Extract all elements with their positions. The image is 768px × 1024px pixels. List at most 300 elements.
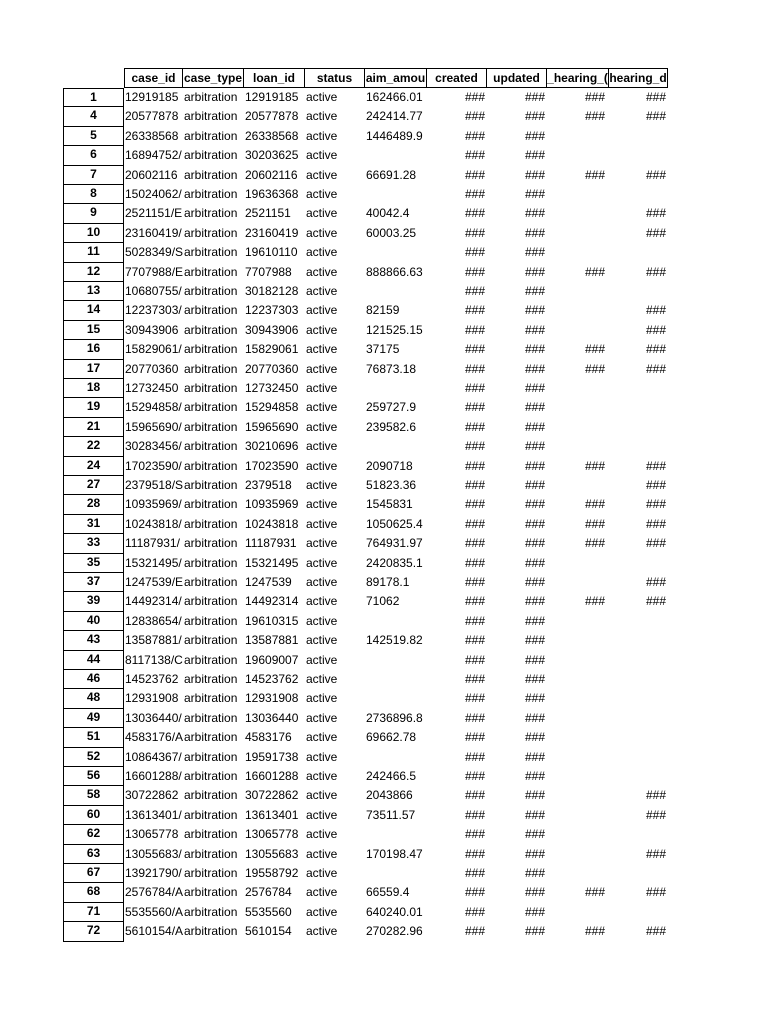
case-id-cell: 23160419/ (125, 225, 182, 240)
status-cell: active (306, 846, 338, 861)
loan-id-cell: 15965690 (245, 419, 299, 434)
claim-amount-cell: 1050625.4 (366, 516, 423, 531)
table-row (63, 573, 668, 592)
case-type-cell: arbitration (184, 807, 238, 822)
case-type-cell: arbitration (184, 245, 238, 260)
next-hearing-cell (609, 689, 668, 708)
loan-id-cell: 2521151 (245, 206, 291, 221)
case-type-cell: arbitration (184, 555, 238, 570)
case-id-cell: 13613401/ (125, 807, 182, 822)
loan-id-cell: 11187931 (245, 536, 297, 551)
first-hearing-cell: ### (584, 885, 605, 900)
case-type-cell: arbitration (184, 264, 238, 279)
row-number-cell: 6 (63, 146, 124, 165)
claim-amount-cell: 60003.25 (366, 225, 417, 240)
claim-amount-cell (365, 651, 427, 670)
status-cell: active (306, 187, 338, 201)
status-cell: active (306, 419, 338, 434)
row-number-cell: 19 (63, 398, 124, 417)
loan-id-cell: 13613401 (245, 807, 299, 822)
case-type-cell: arbitration (184, 206, 238, 221)
updated-cell: ### (524, 672, 545, 686)
loan-id-cell: 19636368 (245, 187, 299, 201)
created-cell: ### (464, 264, 485, 279)
first-hearing-cell: ### (584, 342, 605, 357)
case-id-cell: 14492314/ (125, 594, 182, 609)
first-hearing-cell (547, 437, 609, 456)
status-cell: active (306, 322, 338, 337)
updated-cell: ### (524, 885, 545, 900)
case-id-cell: 20602116 (125, 167, 178, 182)
next-hearing-cell: ### (645, 516, 666, 531)
next-hearing-cell: ### (645, 536, 666, 551)
next-hearing-cell (609, 903, 668, 922)
status-cell: active (306, 458, 338, 473)
updated-cell: ### (524, 167, 545, 182)
loan-id-cell: 20602116 (245, 167, 298, 182)
table-row (63, 922, 668, 941)
status-cell: active (306, 90, 338, 104)
updated-cell: ### (524, 245, 545, 260)
next-hearing-cell: ### (645, 361, 666, 376)
status-cell: active (306, 652, 338, 667)
status-cell: active (306, 478, 338, 492)
case-type-cell: arbitration (184, 128, 238, 143)
next-hearing-cell: ### (645, 846, 666, 861)
case-id-cell: 17023590/ (125, 458, 182, 473)
next-hearing-cell (609, 670, 668, 689)
updated-cell: ### (524, 497, 545, 512)
updated-cell: ### (524, 439, 545, 454)
updated-cell: ### (524, 342, 545, 357)
first-hearing-cell: ### (584, 516, 605, 531)
claim-amount-cell: 121525.15 (366, 322, 423, 337)
case-id-cell: 15829061/ (125, 342, 182, 357)
loan-id-cell: 19610315 (245, 613, 299, 628)
status-cell: active (306, 128, 338, 143)
updated-cell: ### (524, 303, 545, 318)
case-id-cell: 10864367/ (125, 749, 182, 764)
column-header-status: status (305, 68, 365, 88)
case-id-cell: 5610154/A (125, 924, 183, 939)
status-cell: active (306, 400, 338, 415)
row-number-cell: 24 (63, 457, 124, 476)
created-cell: ### (464, 458, 485, 473)
created-cell: ### (464, 691, 485, 706)
updated-cell: ### (524, 904, 545, 919)
case-type-cell: arbitration (184, 284, 238, 298)
case-type-cell: arbitration (184, 419, 238, 434)
next-hearing-cell: ### (645, 924, 666, 939)
case-type-cell: arbitration (184, 710, 238, 725)
first-hearing-cell (547, 418, 609, 437)
created-cell: ### (464, 187, 485, 201)
case-id-cell: 15024062/ (125, 187, 182, 201)
updated-cell: ### (524, 691, 545, 706)
table-row (63, 185, 668, 204)
claim-amount-cell: 82159 (366, 303, 400, 318)
next-hearing-cell (609, 127, 668, 146)
status-cell: active (306, 904, 338, 919)
first-hearing-cell (547, 476, 609, 495)
row-number-cell: 10 (63, 224, 124, 243)
first-hearing-cell: ### (584, 90, 605, 104)
claim-amount-cell: 242414.77 (366, 109, 423, 124)
updated-cell: ### (524, 633, 545, 648)
case-type-cell: arbitration (184, 594, 238, 609)
first-hearing-cell (547, 612, 609, 631)
case-id-cell: 30943906 (125, 322, 179, 337)
claim-amount-cell (365, 185, 427, 204)
created-cell: ### (464, 419, 485, 434)
case-type-cell: arbitration (184, 148, 238, 163)
first-hearing-cell (547, 554, 609, 573)
created-cell: ### (464, 400, 485, 415)
table-row (63, 806, 668, 825)
table-row (63, 204, 668, 223)
case-id-cell: 10243818/ (125, 516, 182, 531)
updated-cell: ### (524, 769, 545, 783)
case-type-cell: arbitration (184, 827, 238, 842)
row-number-cell: 40 (63, 612, 124, 631)
created-cell: ### (464, 827, 485, 842)
table-row (63, 864, 668, 883)
created-cell: ### (464, 575, 485, 589)
table-row (63, 88, 668, 107)
case-type-cell: arbitration (184, 322, 238, 337)
created-cell: ### (464, 924, 485, 939)
case-id-cell: 5028349/S (125, 245, 183, 260)
loan-id-cell: 19609007 (245, 652, 299, 667)
status-cell: active (306, 613, 338, 628)
table-row (63, 107, 668, 126)
claim-amount-cell: 888866.63 (366, 264, 423, 279)
created-cell: ### (464, 633, 485, 648)
table-row (63, 398, 668, 417)
next-hearing-cell: ### (645, 594, 666, 609)
first-hearing-cell (547, 864, 609, 883)
next-hearing-cell (609, 282, 668, 301)
next-hearing-cell: ### (645, 478, 666, 492)
table-row (63, 321, 668, 340)
next-hearing-cell: ### (645, 90, 666, 104)
claim-amount-cell (365, 612, 427, 631)
updated-cell: ### (524, 749, 545, 764)
row-number-cell: 52 (63, 748, 124, 767)
next-hearing-cell: ### (645, 807, 666, 822)
table-row (63, 728, 668, 747)
created-cell: ### (464, 361, 485, 376)
case-type-cell: arbitration (184, 846, 238, 861)
next-hearing-cell (609, 864, 668, 883)
created-cell: ### (464, 885, 485, 900)
case-type-cell: arbitration (184, 439, 238, 454)
table-row (63, 709, 668, 728)
table-row (63, 127, 668, 146)
row-number-cell: 39 (63, 592, 124, 611)
created-cell: ### (464, 225, 485, 240)
case-id-cell: 20770360 (125, 361, 179, 376)
case-type-cell: arbitration (184, 613, 238, 628)
claim-amount-cell: 66691.28 (366, 167, 417, 182)
case-type-cell: arbitration (184, 381, 238, 395)
created-cell: ### (464, 672, 485, 686)
case-type-cell: arbitration (184, 904, 238, 919)
status-cell: active (306, 575, 338, 589)
first-hearing-cell (547, 651, 609, 670)
table-row (63, 689, 668, 708)
case-id-cell: 13055683/ (125, 846, 182, 861)
next-hearing-cell: ### (645, 225, 666, 240)
case-type-cell: arbitration (184, 342, 238, 357)
status-cell: active (306, 749, 338, 764)
loan-id-cell: 30722862 (245, 788, 299, 803)
case-id-cell: 14523762 (125, 672, 179, 686)
updated-cell: ### (524, 458, 545, 473)
created-cell: ### (464, 652, 485, 667)
claim-amount-cell: 1545831 (366, 497, 413, 512)
first-hearing-cell (547, 243, 609, 262)
first-hearing-cell: ### (584, 109, 605, 124)
case-id-cell: 16601288/ (125, 769, 182, 783)
case-id-cell: 20577878 (125, 109, 179, 124)
status-cell: active (306, 206, 338, 221)
loan-id-cell: 30182128 (245, 284, 299, 298)
case-type-cell: arbitration (184, 788, 238, 803)
row-number-cell: 4 (63, 107, 124, 126)
first-hearing-cell: ### (584, 594, 605, 609)
row-number-cell: 8 (63, 185, 124, 204)
case-id-cell: 12931908 (125, 691, 179, 706)
next-hearing-cell: ### (645, 206, 666, 221)
created-cell: ### (464, 128, 485, 143)
column-header-loan-id: loan_id (244, 68, 305, 88)
updated-cell: ### (524, 322, 545, 337)
loan-id-cell: 13036440 (245, 710, 299, 725)
column-header-updated: updated (487, 68, 547, 88)
case-id-cell: 10935969/ (125, 497, 182, 512)
row-number-cell: 48 (63, 689, 124, 708)
created-cell: ### (464, 284, 485, 298)
row-number-cell: 7 (63, 166, 124, 185)
first-hearing-cell (547, 728, 609, 747)
first-hearing-cell (547, 709, 609, 728)
first-hearing-cell (547, 185, 609, 204)
loan-id-cell: 14523762 (245, 672, 299, 686)
next-hearing-cell (609, 767, 668, 786)
case-id-cell: 2521151/E (125, 206, 183, 221)
updated-cell: ### (524, 575, 545, 589)
created-cell: ### (464, 322, 485, 337)
first-hearing-cell: ### (584, 361, 605, 376)
first-hearing-cell (547, 786, 609, 805)
row-number-cell: 56 (63, 767, 124, 786)
first-hearing-cell: ### (584, 924, 605, 939)
created-cell: ### (464, 167, 485, 182)
claim-amount-cell: 73511.57 (366, 807, 416, 822)
case-type-cell: arbitration (184, 400, 238, 415)
next-hearing-cell: ### (645, 167, 666, 182)
table-row (63, 845, 668, 864)
status-cell: active (306, 827, 338, 842)
first-hearing-cell (547, 146, 609, 165)
case-id-cell: 13921790/ (125, 866, 182, 880)
case-id-cell: 12838654/ (125, 613, 182, 628)
case-id-cell: 30283456/ (125, 439, 182, 454)
first-hearing-cell (547, 224, 609, 243)
updated-cell: ### (524, 866, 545, 880)
next-hearing-cell (609, 398, 668, 417)
updated-cell: ### (524, 924, 545, 939)
created-cell: ### (464, 788, 485, 803)
row-number-cell: 5 (63, 127, 124, 146)
status-cell: active (306, 225, 338, 240)
created-cell: ### (464, 807, 485, 822)
row-number-cell: 49 (63, 709, 124, 728)
status-cell: active (306, 924, 338, 939)
case-type-cell: arbitration (184, 769, 238, 783)
table-row (63, 224, 668, 243)
status-cell: active (306, 148, 338, 163)
claim-amount-cell: 2043866 (366, 788, 413, 803)
next-hearing-cell (609, 709, 668, 728)
loan-id-cell: 15321495 (245, 555, 299, 570)
row-number-cell: 58 (63, 786, 124, 805)
table-row (63, 418, 668, 437)
created-cell: ### (464, 478, 485, 492)
created-cell: ### (464, 613, 485, 628)
row-number-cell: 17 (63, 360, 124, 379)
case-id-cell: 10680755/ (125, 284, 182, 298)
case-id-cell: 16894752/ (125, 148, 182, 163)
created-cell: ### (464, 109, 485, 124)
case-type-cell: arbitration (184, 90, 238, 104)
row-number-cell: 13 (63, 282, 124, 301)
claim-amount-cell: 242466.5 (366, 769, 417, 783)
claim-amount-cell: 37175 (366, 342, 400, 357)
updated-cell: ### (524, 225, 545, 240)
updated-cell: ### (524, 594, 545, 609)
table-row (63, 651, 668, 670)
updated-cell: ### (524, 264, 545, 279)
claim-amount-cell: 2736896.8 (366, 710, 423, 725)
updated-cell: ### (524, 90, 545, 104)
case-id-cell: 26338568 (125, 128, 179, 143)
row-number-cell: 63 (63, 845, 124, 864)
claim-amount-cell: 170198.47 (366, 846, 423, 861)
row-number-cell: 27 (63, 476, 124, 495)
first-hearing-cell (547, 204, 609, 223)
case-id-cell: 30722862 (125, 788, 179, 803)
updated-cell: ### (524, 536, 545, 551)
claim-amount-cell (365, 437, 427, 456)
row-number-cell: 43 (63, 631, 124, 650)
column-header-next-hearing: hearing_d (609, 68, 668, 88)
loan-id-cell: 4583176 (245, 730, 292, 745)
status-cell: active (306, 769, 338, 783)
next-hearing-cell (609, 728, 668, 747)
created-cell: ### (464, 148, 485, 163)
first-hearing-cell (547, 631, 609, 650)
next-hearing-cell (609, 243, 668, 262)
updated-cell: ### (524, 807, 545, 822)
first-hearing-cell (547, 379, 609, 398)
loan-id-cell: 20577878 (245, 109, 299, 124)
column-header-created: created (427, 68, 487, 88)
column-header-case-type: case_type (183, 68, 244, 88)
table-row (63, 457, 668, 476)
updated-cell: ### (524, 613, 545, 628)
table-row (63, 786, 668, 805)
loan-id-cell: 12919185 (245, 90, 299, 104)
loan-id-cell: 14492314 (245, 594, 299, 609)
row-number-cell: 11 (63, 243, 124, 262)
claim-amount-cell: 66559.4 (366, 885, 410, 900)
loan-id-cell: 13055683 (245, 846, 299, 861)
case-id-cell: 15965690/ (125, 419, 182, 434)
first-hearing-cell (547, 398, 609, 417)
table-row (63, 554, 668, 573)
row-number-cell: 33 (63, 534, 124, 553)
created-cell: ### (464, 536, 485, 551)
case-id-cell: 15294858/ (125, 400, 182, 415)
table-row (63, 670, 668, 689)
next-hearing-cell: ### (645, 342, 666, 357)
case-type-cell: arbitration (184, 749, 238, 764)
updated-cell: ### (524, 516, 545, 531)
case-id-cell: 12732450 (125, 381, 179, 395)
claim-amount-cell: 640240.01 (366, 904, 423, 919)
updated-cell: ### (524, 128, 545, 143)
first-hearing-cell (547, 127, 609, 146)
case-id-cell: 8117138/C (125, 652, 183, 667)
case-id-cell: 2379518/S (125, 478, 183, 492)
row-number-cell: 37 (63, 573, 124, 592)
first-hearing-cell (547, 670, 609, 689)
claim-amount-cell (365, 379, 427, 398)
table-row (63, 243, 668, 262)
table-row (63, 166, 668, 185)
case-type-cell: arbitration (184, 575, 238, 589)
next-hearing-cell (609, 612, 668, 631)
updated-cell: ### (524, 400, 545, 415)
created-cell: ### (464, 710, 485, 725)
column-header-case-id: case_id (124, 68, 183, 88)
table-row (63, 748, 668, 767)
next-hearing-cell (609, 631, 668, 650)
case-id-cell: 13036440/ (125, 710, 182, 725)
loan-id-cell: 2379518 (245, 478, 292, 492)
created-cell: ### (464, 846, 485, 861)
updated-cell: ### (524, 730, 545, 745)
first-hearing-cell: ### (584, 536, 605, 551)
column-header-claim-amount: aim_amou (365, 68, 427, 88)
claim-amount-cell (365, 670, 427, 689)
status-cell: active (306, 633, 338, 648)
status-cell: active (306, 381, 338, 395)
case-type-cell: arbitration (184, 187, 238, 201)
table-row (63, 631, 668, 650)
loan-id-cell: 30210696 (245, 439, 299, 454)
row-number-cell: 51 (63, 728, 124, 747)
row-number-cell: 60 (63, 806, 124, 825)
case-id-cell: 12237303/ (125, 303, 182, 318)
first-hearing-cell: ### (584, 264, 605, 279)
table-row (63, 379, 668, 398)
created-cell: ### (464, 439, 485, 454)
table-row (63, 883, 668, 902)
next-hearing-cell (609, 825, 668, 844)
